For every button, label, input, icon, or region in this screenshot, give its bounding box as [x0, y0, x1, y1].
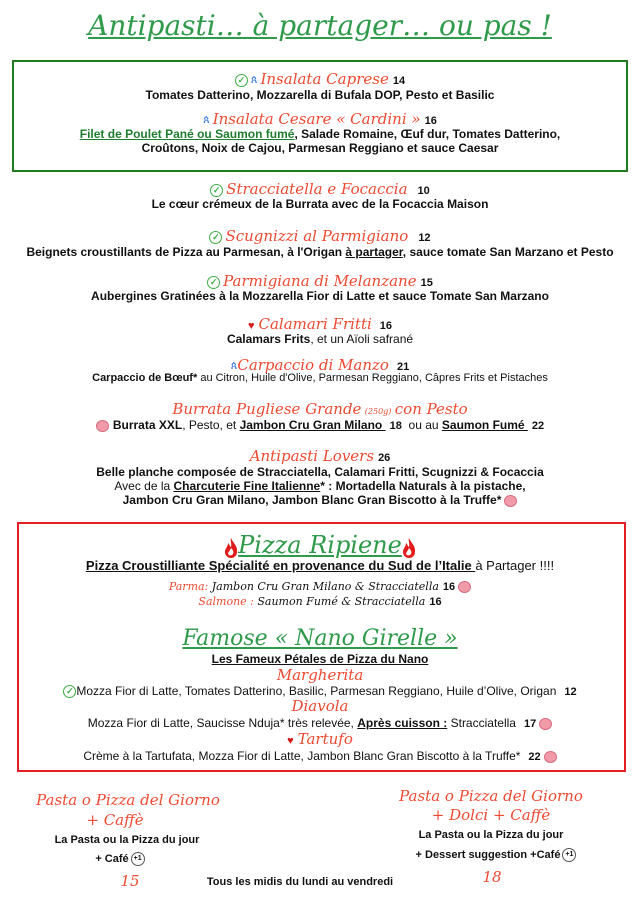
desc-text: Mozza Fior di Latte, Saucisse Nduja* très relevée,: [87, 716, 358, 730]
item-price: 18: [389, 420, 402, 432]
desc-text: Pizza Croustilliante Spécialité en provenance du Sud de l’Italie: [85, 558, 476, 573]
item-name: Carpaccio di Manzo: [237, 356, 389, 374]
ripiene-parma: [0, 579, 640, 595]
item-name: Stracciatella e Focaccia: [226, 180, 408, 198]
pork-icon: [96, 420, 109, 432]
desc-text: ou au: [408, 418, 442, 432]
footer-right-price: 18: [482, 868, 502, 886]
vegetarian-leaf-icon: ✓: [210, 184, 223, 197]
item-lovers-desc1: Belle planche composée de Stracciatella, Calamari Fritti, Scugnizzi & Focaccia: [96, 465, 544, 479]
desc-text: Jambon Cru Gran Milano: [239, 418, 386, 432]
desc-text: Burrata XXL: [112, 418, 183, 432]
heart-icon: ♥: [247, 320, 255, 332]
desc-text: Charcuterie Fine Italienne: [173, 479, 321, 493]
vegetarian-leaf-icon: ✓: [209, 231, 222, 244]
item-name: Insalata Cesare « Cardini »: [212, 110, 421, 128]
desc-text: à partager: [345, 245, 403, 259]
option-label: Parma:: [168, 580, 209, 593]
desc-text: au Citron, Huile d'Olive, Parmesan Reggiano, Câpres Frits et Pistaches: [197, 372, 548, 384]
item-scugnizzi-title: [0, 227, 640, 246]
girelle-sub: Les Fameux Pétales de Pizza du Nano: [211, 652, 429, 666]
item-price: 15: [420, 277, 433, 289]
heart-icon: ♥: [287, 735, 294, 747]
desc-text: + Café: [95, 853, 129, 865]
item-price: 22: [528, 751, 541, 763]
item-name: Diavola: [291, 697, 349, 715]
item-price: 22: [531, 420, 545, 432]
desc-text: , sauce tomate San Marzano et Pesto: [402, 245, 614, 259]
item-price: 12: [564, 686, 577, 698]
desc-text: Carpaccio de Bœuf*: [92, 372, 198, 384]
vegetarian-leaf-icon: ✓: [63, 685, 76, 698]
item-cesare-desc2: Croûtons, Noix de Cajou, Parmesan Reggiano et sauce Caesar: [141, 141, 499, 155]
item-cesare-desc: [0, 127, 640, 142]
item-stracciatella-desc: Le cœur crémeux de la Burrata avec de la Focaccia Maison: [151, 197, 489, 211]
desc-text: , Pesto, et: [182, 418, 240, 432]
desc-text: Crème à la Tartufata, Mozza Fior di Latte, Jambon Blanc Gran Biscotto à la Truffe*: [83, 749, 521, 763]
item-name: Parmigiana di Melanzane: [223, 272, 417, 290]
item-price: 12: [418, 232, 431, 244]
item-name: con Pesto: [394, 400, 468, 418]
item-price: 16: [424, 115, 437, 127]
footer-right-desc2: [176, 848, 640, 863]
section-title: Pizza Ripiene: [238, 531, 402, 559]
pork-icon: [504, 495, 517, 507]
desc-text: Stracciatella: [447, 716, 516, 730]
item-price: 17: [523, 718, 537, 730]
desc-text: , et un Aïoli safrané: [310, 332, 414, 346]
pork-icon: [544, 751, 557, 763]
item-name: Antipasti Lovers: [249, 447, 375, 465]
girelle-title: [0, 624, 640, 654]
item-burrata-desc: [0, 418, 640, 434]
pork-icon: [458, 581, 471, 593]
chicken-salmon-option: Filet de Poulet Pané ou Saumon fumé: [79, 127, 295, 141]
diavola-title: [0, 697, 640, 715]
item-name: Margherita: [276, 666, 364, 684]
plus-one-badge: +1: [131, 852, 145, 866]
vegetarian-leaf-icon: ✓: [207, 276, 220, 289]
desc-text: Calamars Frits: [226, 332, 311, 346]
desc-text: Saumon Fumé & Stracciatella: [253, 595, 426, 608]
item-price: 16: [429, 596, 442, 608]
desc-text: Jambon Cru Gran Milano, Jambon Blanc Gran Biscotto à la Truffe*: [122, 493, 502, 507]
item-lovers-desc2: [0, 479, 640, 494]
runner-icon: ጰ: [250, 74, 258, 87]
section-title: Famose « Nano Girelle »: [182, 626, 458, 651]
item-name: Tartufo: [297, 730, 353, 748]
item-lovers-desc3: [0, 493, 640, 508]
item-price: 16: [442, 581, 456, 593]
desc-text: , Salade Romaine, Œuf dur, Tomates Datterino,: [294, 127, 561, 141]
tartufo-desc: [0, 749, 640, 765]
desc-text: Saumon Fumé: [441, 418, 528, 432]
footer-left-title1: Pasta o Pizza del Giorno: [36, 791, 220, 809]
pork-icon: [539, 718, 552, 730]
item-weight: (250g): [364, 407, 392, 416]
footer-right-desc1: La Pasta ou la Pizza du jour: [418, 829, 564, 841]
plus-one-badge: +1: [562, 848, 576, 862]
desc-text: Beignets croustillants de Pizza au Parmesan, à l'Origan: [26, 245, 346, 259]
runner-icon: ጰ: [203, 114, 210, 127]
item-name: Calamari Fritti: [258, 315, 372, 333]
vegetarian-leaf-icon: ✓: [235, 74, 248, 87]
item-price: 21: [396, 361, 410, 373]
item-scugnizzi-desc: [0, 245, 640, 260]
desc-text: Jambon Cru Gran Milano & Stracciatella: [208, 580, 439, 593]
desc-text: + Dessert suggestion +Café: [415, 849, 561, 861]
margherita-title: [0, 666, 640, 684]
footer-right-title1: Pasta o Pizza del Giorno: [399, 787, 583, 805]
item-price: 14: [392, 75, 406, 87]
item-price: 26: [378, 452, 391, 464]
runner-icon: ጰ: [230, 360, 238, 373]
item-name: Insalata Caprese: [260, 70, 389, 88]
item-carpaccio-desc: [0, 371, 640, 386]
item-price: 16: [379, 320, 393, 332]
desc-text: Mozza Fior di Latte, Tomates Datterino, Basilic, Parmesan Reggiano, Huile d’Olive, Origan: [76, 684, 557, 698]
footer-left-desc1: La Pasta ou la Pizza du jour: [54, 834, 200, 846]
footer-note: Tous les midis du lundi au vendredi: [206, 876, 394, 888]
item-calamari-desc: [0, 332, 640, 347]
item-name: Scugnizzi al Parmigiano: [225, 227, 409, 245]
item-lovers-title: [0, 447, 640, 466]
page-title: Antipasti… à partager… ou pas !: [88, 9, 552, 42]
desc-text: * : Mortadella Naturals à la pistache,: [320, 479, 526, 493]
desc-text: Avec de la: [114, 479, 174, 493]
ripiene-sub: [0, 558, 640, 574]
option-label: Salmone :: [198, 595, 254, 608]
tartufo-title: [0, 730, 640, 749]
desc-text: à Partager !!!!: [475, 558, 555, 573]
item-name: Burrata Pugliese Grande: [172, 400, 362, 418]
item-caprese-title: [0, 70, 640, 89]
desc-text: Après cuisson :: [357, 716, 448, 730]
item-caprese-desc: Tomates Datterino, Mozzarella di Bufala DOP, Pesto et Basilic: [145, 88, 495, 102]
ripiene-salmone: [0, 594, 640, 610]
item-price: 10: [417, 185, 430, 197]
footer-left-price: 15: [120, 872, 140, 890]
footer-left-title2: + Caffè: [86, 811, 144, 829]
footer-right-title2: + Dolci + Caffè: [431, 806, 551, 824]
item-parmigiana-desc: Aubergines Gratinées à la Mozzarella Fior di Latte et sauce Tomate San Marzano: [91, 289, 549, 303]
